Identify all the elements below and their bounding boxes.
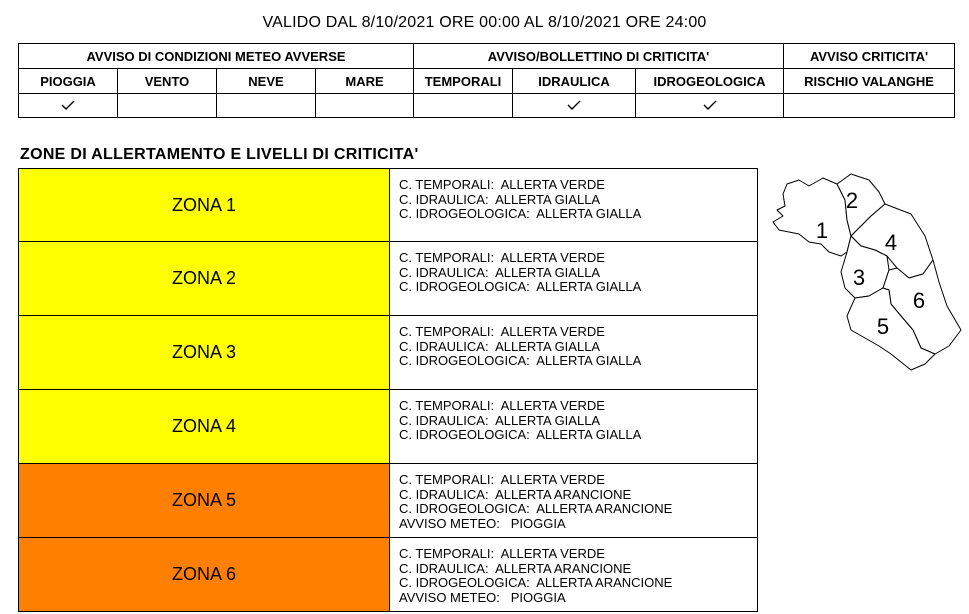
zone-levels — [390, 316, 757, 389]
check-cell-idrogeologica — [636, 94, 784, 118]
col-idrogeologica: IDROGEOLOGICA — [636, 69, 784, 94]
zone-level-line: C. IDROGEOLOGICA: ALLERTA GIALLA — [399, 206, 642, 222]
map-label-2: 2 — [845, 188, 859, 213]
map-label-3: 3 — [852, 265, 866, 290]
alert-summary-table — [18, 43, 955, 118]
zone-level-line: C. TEMPORALI: ALLERTA VERDE — [399, 177, 605, 192]
zones-table — [18, 168, 758, 612]
check-cell-rischio-valanghe — [784, 94, 955, 118]
zone-levels — [390, 242, 757, 315]
checkmark-icon — [703, 100, 717, 110]
zone-levels — [390, 390, 757, 463]
zone-level-line: C. TEMPORALI: ALLERTA VERDE — [399, 546, 605, 561]
zone-name: ZONA 6 — [19, 538, 390, 611]
zone-level-line: C. TEMPORALI: ALLERTA VERDE — [399, 398, 605, 413]
zone-row — [18, 538, 758, 612]
zone-row — [18, 168, 758, 242]
zone-level-line: C. IDRAULICA: ALLERTA GIALLA — [399, 338, 601, 354]
zone-level-line: C. TEMPORALI: ALLERTA VERDE — [399, 250, 605, 265]
zone-row — [18, 464, 758, 538]
check-cell-vento — [118, 94, 217, 118]
zone-level-line: C. IDRAULICA: ALLERTA GIALLA — [399, 191, 601, 207]
check-cell-temporali — [414, 94, 513, 118]
zone-name: ZONA 5 — [19, 464, 390, 537]
zone-level-line: C. TEMPORALI: ALLERTA VERDE — [399, 324, 605, 339]
col-mare: MARE — [316, 69, 414, 94]
zone-name: ZONA 4 — [19, 390, 390, 463]
checkmark-icon — [61, 100, 75, 110]
col-pioggia: PIOGGIA — [19, 69, 118, 94]
validity-period: VALIDO DAL 8/10/2021 ORE 00:00 AL 8/10/2021 ORE 24:00 — [262, 14, 707, 31]
zone-levels — [390, 538, 757, 611]
zone-level-line: C. IDRAULICA: ALLERTA ARANCIONE — [399, 486, 632, 502]
zone-level-line: C. IDRAULICA: ALLERTA ARANCIONE — [399, 560, 632, 576]
zone-name: ZONA 1 — [19, 169, 390, 241]
zone-level-line: C. TEMPORALI: ALLERTA VERDE — [399, 472, 605, 487]
col-temporali: TEMPORALI — [414, 69, 513, 94]
map-label-5: 5 — [876, 314, 890, 339]
zone-row — [18, 316, 758, 390]
map-label-4: 4 — [884, 230, 898, 255]
zone-level-line: C. IDROGEOLOGICA: ALLERTA ARANCIONE — [399, 575, 673, 591]
zone-level-line: C. IDROGEOLOGICA: ALLERTA GIALLA — [399, 279, 642, 295]
col-neve: NEVE — [217, 69, 316, 94]
check-cell-neve — [217, 94, 316, 118]
zone-level-line: C. IDROGEOLOGICA: ALLERTA GIALLA — [399, 353, 642, 369]
region-zone-map — [765, 170, 965, 375]
section-title: ZONE DI ALLERTAMENTO E LIVELLI DI CRITICITA' — [20, 146, 419, 163]
col-rischio-valanghe: RISCHIO VALANGHE — [784, 69, 955, 94]
checkmark-icon — [567, 100, 581, 110]
zone-levels — [390, 464, 757, 537]
zone-level-line: C. IDROGEOLOGICA: ALLERTA GIALLA — [399, 427, 642, 443]
zone-row — [18, 390, 758, 464]
zone-level-line: C. IDROGEOLOGICA: ALLERTA ARANCIONE — [399, 501, 673, 517]
group-criticality-warning: AVVISO CRITICITA' — [784, 44, 955, 69]
zone-name: ZONA 3 — [19, 316, 390, 389]
zone-level-line: C. IDRAULICA: ALLERTA GIALLA — [399, 412, 601, 428]
zone-level-line: AVVISO METEO: PIOGGIA — [399, 590, 566, 606]
col-idraulica: IDRAULICA — [513, 69, 636, 94]
check-cell-pioggia — [19, 94, 118, 118]
group-weather-warning: AVVISO DI CONDIZIONI METEO AVVERSE — [19, 44, 414, 69]
zone-level-line: C. IDRAULICA: ALLERTA GIALLA — [399, 264, 601, 280]
group-criticality-bulletin: AVVISO/BOLLETTINO DI CRITICITA' — [414, 44, 784, 69]
zone-levels — [390, 169, 757, 241]
map-label-6: 6 — [912, 288, 926, 313]
col-vento: VENTO — [118, 69, 217, 94]
zone-name: ZONA 2 — [19, 242, 390, 315]
zone-row — [18, 242, 758, 316]
check-cell-idraulica — [513, 94, 636, 118]
zone-level-line: AVVISO METEO: PIOGGIA — [399, 516, 566, 532]
check-cell-mare — [316, 94, 414, 118]
map-label-1: 1 — [815, 218, 829, 243]
